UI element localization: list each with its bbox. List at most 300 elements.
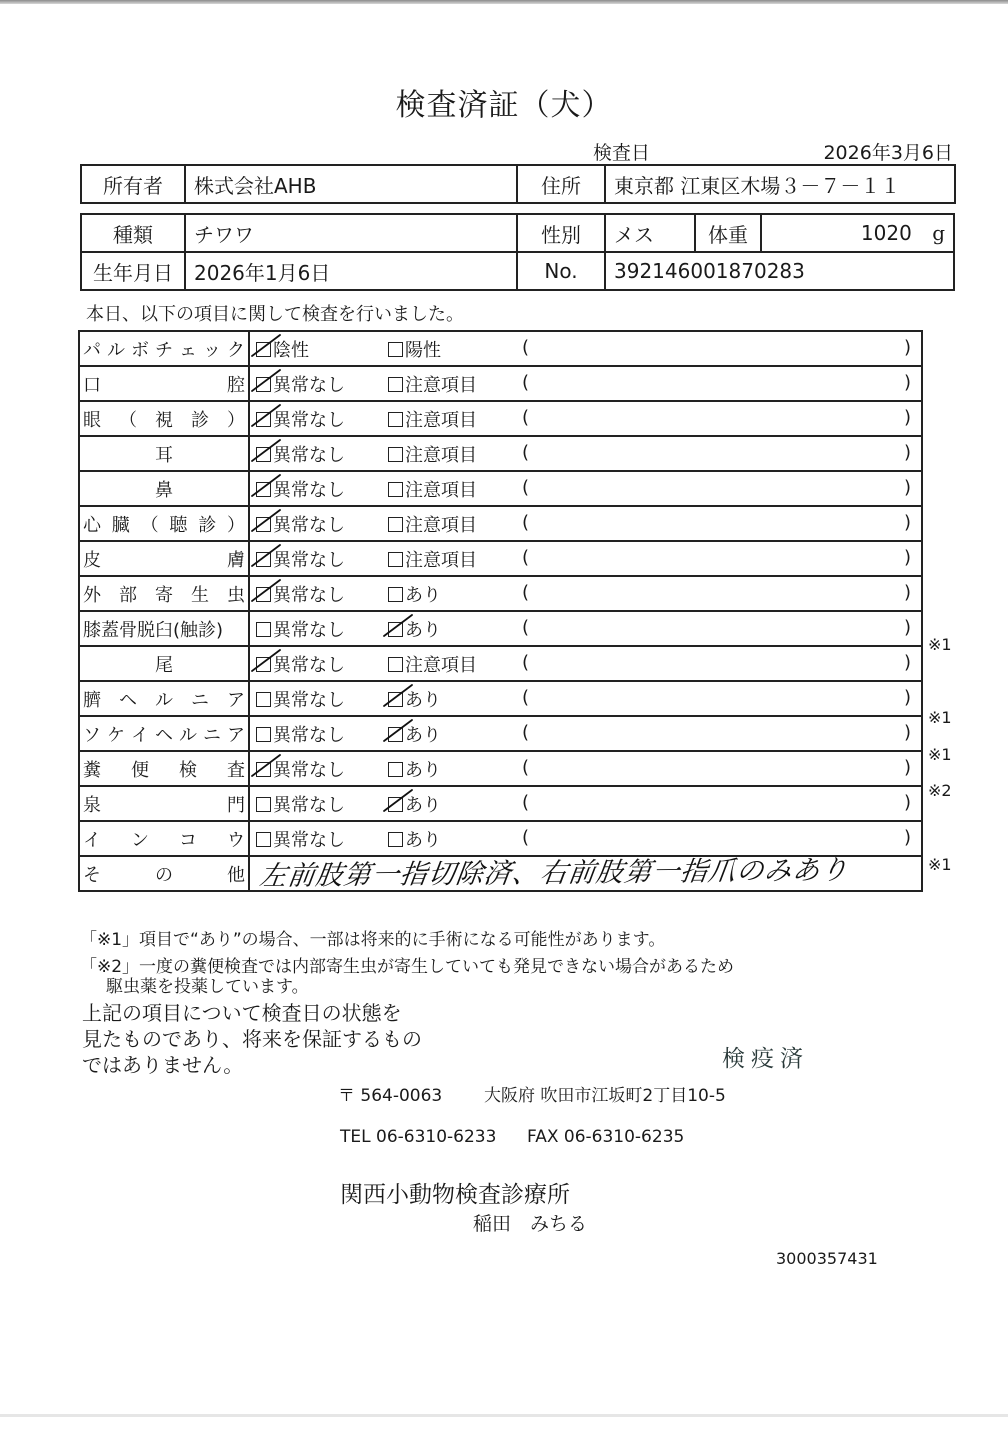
option-1-label: 異常なし: [273, 619, 345, 641]
exam-item-label-char: （: [119, 409, 137, 431]
checkbox-icon: [256, 552, 271, 567]
disclaimer-line-3: ではありません。: [82, 1053, 244, 1077]
exam-row: [79, 576, 922, 611]
option-2-cell: [388, 471, 514, 506]
other-notes-field[interactable]: [249, 856, 922, 891]
option-2-cell: [388, 646, 514, 681]
option-2-cell: [388, 611, 514, 646]
exam-item-label-char: 門: [227, 794, 245, 816]
exam-item-label-char: 部: [119, 584, 137, 606]
option-1-checkbox[interactable]: [256, 756, 345, 782]
option-2-checkbox[interactable]: [388, 371, 477, 397]
exam-item-label: [79, 751, 249, 786]
option-2-cell: [388, 331, 514, 366]
exam-item-label: [79, 436, 249, 471]
option-2-checkbox[interactable]: [388, 826, 441, 852]
animal-table: [80, 213, 955, 291]
exam-item-label-char: 診: [191, 409, 209, 431]
option-2-checkbox[interactable]: [388, 651, 477, 677]
close-paren: ): [903, 617, 911, 638]
option-2-checkbox[interactable]: [388, 721, 441, 747]
exam-item-label-char: ェ: [179, 339, 197, 361]
checkbox-icon: [256, 482, 271, 497]
checkbox-icon: [388, 342, 403, 357]
close-paren: ): [903, 337, 911, 358]
checkbox-icon: [388, 587, 403, 602]
checkbox-icon: [388, 412, 403, 427]
option-2-cell: [388, 401, 514, 436]
exam-item-label-char: 腔: [227, 374, 245, 396]
checkbox-icon: [256, 342, 271, 357]
exam-item-label-char: 鼻: [155, 479, 173, 501]
exam-item-label-char: ）: [227, 409, 245, 431]
option-1-checkbox[interactable]: [256, 826, 345, 852]
owner-table: [80, 164, 956, 204]
exam-item-label-char: ケ: [107, 724, 125, 746]
note-field[interactable]: [514, 786, 922, 821]
footnote-2: 「※2」一度の糞便検査では内部寄生虫が寄生していても発見できない場合があるため: [80, 957, 735, 977]
owner-value: 株式会社AHB: [185, 165, 517, 203]
note-field[interactable]: [514, 751, 922, 786]
open-paren: (: [522, 372, 530, 393]
document-title: 検査済証（犬）: [395, 88, 613, 123]
weight-unit: g: [932, 221, 945, 245]
checkbox-icon: [256, 377, 271, 392]
checkbox-icon: [388, 447, 403, 462]
intro-text: 本日、以下の項目に関して検査を行いました。: [86, 304, 464, 325]
footnote-2-cont: 駆虫薬を投薬しています。: [106, 977, 309, 997]
exam-item-label-char: ル: [107, 339, 125, 361]
exam-item-label-char: 生: [191, 584, 209, 606]
checkbox-icon: [256, 412, 271, 427]
option-1-cell: [249, 471, 388, 506]
exam-item-label-char: ク: [227, 339, 245, 361]
open-paren: (: [522, 792, 530, 813]
option-1-checkbox[interactable]: [256, 371, 345, 397]
disclaimer-line-2: 見たものであり、将来を保証するもの: [82, 1027, 422, 1051]
option-2-checkbox[interactable]: [388, 336, 441, 362]
exam-item-label-char: ル: [155, 689, 173, 711]
option-1-label: 異常なし: [273, 584, 345, 606]
option-1-cell: [249, 681, 388, 716]
exam-row: [79, 366, 922, 401]
dob-label: 生年月日: [81, 252, 185, 290]
scan-edge-bottom: [0, 1414, 1008, 1417]
exam-date-value: 2026年3月6日: [823, 142, 953, 164]
footnote-marker: ※1: [928, 634, 952, 654]
clinic-name: 関西小動物検査診療所: [340, 1182, 570, 1208]
close-paren: ): [903, 442, 911, 463]
open-paren: (: [522, 722, 530, 743]
exam-item-label: [79, 506, 249, 541]
address-value: 東京都 江東区木場３－７－１１: [605, 165, 955, 203]
no-label: No.: [517, 252, 605, 290]
option-1-checkbox[interactable]: [256, 546, 345, 572]
exam-item-label-char: チ: [155, 339, 173, 361]
checkbox-icon: [256, 727, 271, 742]
exam-item-label: [79, 471, 249, 506]
exam-item-label-char: ヘ: [155, 724, 173, 746]
option-2-label: あり: [405, 584, 441, 606]
breed-value: チワワ: [185, 214, 517, 252]
option-2-label: あり: [405, 689, 441, 711]
option-1-label: 異常なし: [273, 374, 345, 396]
quarantine-stamp: 検疫済: [722, 1046, 809, 1072]
exam-row-other: [79, 856, 922, 891]
option-2-checkbox[interactable]: [388, 686, 441, 712]
exam-item-label-char: ）: [226, 514, 245, 536]
option-2-checkbox[interactable]: [388, 511, 477, 537]
disclaimer-line-1: 上記の項目について検査日の状態を: [82, 1001, 402, 1025]
close-paren: ): [903, 407, 911, 428]
checkbox-icon: [256, 447, 271, 462]
exam-row: [79, 751, 922, 786]
no-value: 392146001870283: [605, 252, 954, 290]
checkbox-icon: [388, 832, 403, 847]
handwritten-other-notes: 左前肢第一指切除済、右前肢第一指爪のみあり: [257, 854, 851, 892]
exam-item-label-char: 心: [83, 514, 101, 536]
scan-edge-top: [0, 0, 1008, 4]
open-paren: (: [522, 512, 530, 533]
exam-date-label: 検査日: [593, 142, 651, 164]
option-2-checkbox[interactable]: [388, 581, 441, 607]
exam-item-label-char: 他: [227, 864, 245, 886]
footnote-marker: ※1: [928, 708, 952, 727]
option-1-cell: [249, 646, 388, 681]
option-1-cell: [249, 366, 388, 401]
exam-item-label-char: コ: [179, 829, 197, 851]
close-paren: ): [903, 652, 911, 673]
exam-row: [79, 611, 922, 646]
exam-item-label-char: 診: [198, 514, 217, 536]
breed-label: 種類: [81, 214, 185, 252]
option-2-checkbox[interactable]: [388, 616, 441, 642]
option-1-cell: [249, 751, 388, 786]
sex-value: メス: [605, 214, 695, 252]
checkbox-icon: [388, 377, 403, 392]
open-paren: (: [522, 617, 530, 638]
exam-item-label-char: ニ: [203, 724, 221, 746]
exam-item-label-char: 糞: [83, 759, 101, 781]
exam-item-label: [79, 611, 249, 646]
close-paren: ): [903, 477, 911, 498]
exam-item-label-char: 尾: [155, 654, 173, 676]
exam-item-label-char: 膚: [227, 549, 245, 571]
footnote-marker: ※2: [928, 781, 952, 801]
open-paren: (: [522, 477, 530, 498]
option-1-cell: [249, 576, 388, 611]
option-1-label: 異常なし: [273, 759, 345, 781]
option-2-label: あり: [405, 794, 441, 816]
open-paren: (: [522, 582, 530, 603]
close-paren: ): [903, 722, 911, 743]
exam-row: [79, 681, 922, 716]
option-1-label: 異常なし: [273, 829, 345, 851]
option-1-checkbox[interactable]: [256, 616, 345, 642]
option-1-cell: [249, 436, 388, 471]
footnote-marker: ※1: [928, 854, 952, 874]
option-1-cell: [249, 401, 388, 436]
exam-row: [79, 401, 922, 436]
option-1-checkbox[interactable]: [256, 686, 345, 712]
exam-item-label-char: ヘ: [119, 689, 137, 711]
exam-row: [79, 716, 922, 751]
document-serial: 3000357431: [776, 1249, 878, 1268]
exam-item-label-char: の: [155, 864, 173, 886]
close-paren: ): [903, 372, 911, 393]
footnote-marker: ※1: [928, 744, 952, 764]
option-1-cell: [249, 331, 388, 366]
checkbox-icon: [388, 797, 403, 812]
exam-row: [79, 436, 922, 471]
option-1-checkbox[interactable]: [256, 336, 309, 362]
option-1-label: 異常なし: [273, 654, 345, 676]
weight-value: 1020: [860, 221, 912, 245]
exam-item-label-char: ア: [227, 724, 245, 746]
exam-item-label-char: 耳: [155, 444, 173, 466]
checkbox-icon: [388, 657, 403, 672]
option-1-cell: [249, 506, 388, 541]
option-1-label: 異常なし: [273, 724, 345, 746]
exam-item-label-char: 虫: [227, 584, 245, 606]
note-field[interactable]: [514, 611, 922, 646]
open-paren: (: [522, 827, 530, 848]
exam-item-label-char: 臓: [111, 514, 130, 536]
exam-item-label-char: イ: [83, 829, 101, 851]
exam-item-label-char: ウ: [227, 829, 245, 851]
option-2-label: あり: [405, 724, 441, 746]
option-2-checkbox[interactable]: [388, 756, 441, 782]
exam-item-label-char: 臍: [83, 689, 101, 711]
exam-item-label-char: 膝蓋骨脱臼(触診): [83, 619, 224, 641]
option-1-label: 異常なし: [273, 689, 345, 711]
footnote-1: 「※1」項目で“あり”の場合、一部は将来的に手術になる可能性があります。: [80, 930, 666, 950]
exam-item-label-char: ニ: [191, 689, 209, 711]
option-1-checkbox[interactable]: [256, 721, 345, 747]
exam-item-label: [79, 821, 249, 856]
option-2-checkbox[interactable]: [388, 546, 477, 572]
option-1-checkbox[interactable]: [256, 476, 345, 502]
option-2-cell: [388, 821, 514, 856]
exam-item-label-char: 皮: [83, 549, 101, 571]
option-2-label: 注意項目: [405, 514, 477, 536]
option-1-checkbox[interactable]: [256, 441, 345, 467]
open-paren: (: [522, 757, 530, 778]
exam-item-label-char: イ: [131, 724, 149, 746]
option-2-label: あり: [405, 759, 441, 781]
exam-item-label-char: 視: [155, 409, 173, 431]
option-2-label: 注意項目: [405, 479, 477, 501]
weight-label: 体重: [695, 214, 761, 252]
clinic-address: 大阪府 吹田市江坂町2丁目10-5: [484, 1086, 726, 1106]
exam-item-label: [79, 541, 249, 576]
option-1-checkbox[interactable]: [256, 791, 345, 817]
option-1-checkbox[interactable]: [256, 581, 345, 607]
option-1-label: 異常なし: [273, 479, 345, 501]
close-paren: ): [903, 512, 911, 533]
option-1-cell: [249, 611, 388, 646]
exam-item-label: [79, 681, 249, 716]
option-2-checkbox[interactable]: [388, 476, 477, 502]
close-paren: ): [903, 827, 911, 848]
exam-row: [79, 646, 922, 681]
checkbox-icon: [388, 482, 403, 497]
note-field[interactable]: [514, 681, 922, 716]
exam-item-label-char: ア: [227, 689, 245, 711]
option-1-label: 異常なし: [273, 549, 345, 571]
option-1-label: 陰性: [273, 339, 309, 361]
close-paren: ): [903, 687, 911, 708]
option-2-cell: [388, 436, 514, 471]
option-2-label: 注意項目: [405, 444, 477, 466]
exam-item-label-char: ソ: [83, 724, 101, 746]
exam-row: [79, 471, 922, 506]
disclaimer: [82, 1000, 422, 1078]
exam-item-label-char: 査: [227, 759, 245, 781]
option-2-checkbox[interactable]: [388, 406, 477, 432]
option-2-cell: [388, 681, 514, 716]
exam-item-label-char: 便: [131, 759, 149, 781]
note-field[interactable]: [514, 541, 922, 576]
checkbox-icon: [256, 692, 271, 707]
exam-item-label-char: ル: [179, 724, 197, 746]
option-1-cell: [249, 786, 388, 821]
option-1-checkbox[interactable]: [256, 406, 345, 432]
exam-row: [79, 786, 922, 821]
option-2-cell: [388, 786, 514, 821]
exam-item-label: [79, 331, 249, 366]
checkbox-icon: [256, 832, 271, 847]
checkbox-icon: [256, 762, 271, 777]
exam-item-label-char: ン: [131, 829, 149, 851]
exam-item-label-char: ッ: [203, 339, 221, 361]
checkbox-icon: [388, 692, 403, 707]
sex-label: 性別: [517, 214, 605, 252]
option-1-label: 異常なし: [273, 514, 345, 536]
veterinarian-name: 稲田 みちる: [473, 1213, 588, 1235]
open-paren: (: [522, 687, 530, 708]
option-2-label: 注意項目: [405, 409, 477, 431]
close-paren: ): [903, 757, 911, 778]
exam-item-label-char: （: [140, 514, 159, 536]
checkbox-icon: [388, 517, 403, 532]
exam-row: [79, 506, 922, 541]
option-2-checkbox[interactable]: [388, 791, 441, 817]
clinic-fax: FAX 06-6310-6235: [527, 1127, 685, 1147]
exam-item-label: [79, 576, 249, 611]
exam-item-label-char: 聴: [169, 514, 188, 536]
exam-item-label-char: 泉: [83, 794, 101, 816]
clinic-postal: 〒 564-0063: [338, 1086, 443, 1106]
exam-row: [79, 331, 922, 366]
open-paren: (: [522, 442, 530, 463]
exam-row: [79, 541, 922, 576]
option-2-label: 陽性: [405, 339, 441, 361]
option-2-label: あり: [405, 619, 441, 641]
exam-item-label: [79, 716, 249, 751]
note-field[interactable]: [514, 646, 922, 681]
option-2-label: あり: [405, 829, 441, 851]
exam-item-label-char: 外: [83, 584, 101, 606]
dob-value: 2026年1月6日: [185, 252, 517, 290]
close-paren: ): [903, 582, 911, 603]
option-2-label: 注意項目: [405, 374, 477, 396]
note-field[interactable]: [514, 401, 922, 436]
clinic-tel: TEL 06-6310-6233: [340, 1127, 497, 1147]
exam-item-label: [79, 366, 249, 401]
option-2-cell: [388, 576, 514, 611]
option-1-cell: [249, 541, 388, 576]
exam-item-label-char: パ: [83, 339, 101, 361]
note-field[interactable]: [514, 716, 922, 751]
open-paren: (: [522, 547, 530, 568]
checkbox-icon: [256, 587, 271, 602]
open-paren: (: [522, 407, 530, 428]
close-paren: ): [903, 547, 911, 568]
option-2-label: 注意項目: [405, 654, 477, 676]
option-1-label: 異常なし: [273, 444, 345, 466]
exam-item-label: [79, 786, 249, 821]
close-paren: ): [903, 792, 911, 813]
option-1-label: 異常なし: [273, 794, 345, 816]
checkbox-icon: [256, 657, 271, 672]
checkbox-icon: [388, 727, 403, 742]
option-2-cell: [388, 541, 514, 576]
note-field[interactable]: [514, 471, 922, 506]
address-label: 住所: [517, 165, 605, 203]
option-2-label: 注意項目: [405, 549, 477, 571]
exam-item-label-char: ボ: [131, 339, 149, 361]
open-paren: (: [522, 337, 530, 358]
checkbox-icon: [388, 762, 403, 777]
exam-item-label: [79, 856, 249, 891]
checkbox-icon: [388, 552, 403, 567]
exam-item-label: [79, 646, 249, 681]
option-1-cell: [249, 821, 388, 856]
checkbox-icon: [256, 797, 271, 812]
option-2-cell: [388, 716, 514, 751]
checkbox-icon: [256, 622, 271, 637]
option-1-checkbox[interactable]: [256, 651, 345, 677]
exam-item-label: [79, 401, 249, 436]
option-2-checkbox[interactable]: [388, 441, 477, 467]
option-1-cell: [249, 716, 388, 751]
exam-item-label-char: 寄: [155, 584, 173, 606]
exam-row: [79, 821, 922, 856]
note-field[interactable]: [514, 331, 922, 366]
checkbox-icon: [388, 622, 403, 637]
exam-item-label-char: 口: [83, 374, 101, 396]
checkbox-icon: [256, 517, 271, 532]
note-field[interactable]: [514, 436, 922, 471]
note-field[interactable]: [514, 576, 922, 611]
owner-label: 所有者: [81, 165, 185, 203]
exam-table: [78, 330, 923, 892]
option-2-cell: [388, 506, 514, 541]
note-field[interactable]: [514, 821, 922, 856]
open-paren: (: [522, 652, 530, 673]
weight-cell: [761, 214, 954, 252]
note-field[interactable]: [514, 366, 922, 401]
option-1-checkbox[interactable]: [256, 511, 345, 537]
note-field[interactable]: [514, 506, 922, 541]
exam-item-label-char: そ: [83, 864, 101, 886]
exam-item-label-char: 眼: [83, 409, 101, 431]
option-2-cell: [388, 751, 514, 786]
option-2-cell: [388, 366, 514, 401]
exam-item-label-char: 検: [179, 759, 197, 781]
option-1-label: 異常なし: [273, 409, 345, 431]
